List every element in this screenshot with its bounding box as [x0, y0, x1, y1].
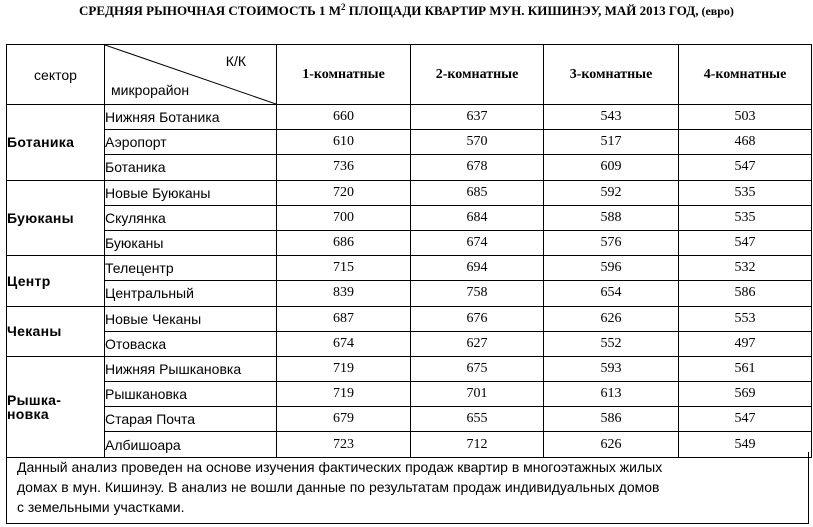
value-cell: 561 [679, 356, 812, 381]
value-cell: 715 [277, 256, 411, 281]
value-cell: 532 [679, 256, 812, 281]
value-cell: 570 [411, 130, 544, 155]
value-cell: 674 [411, 230, 544, 255]
column-header-2room: 2-комнатные [411, 45, 544, 105]
value-cell: 712 [411, 432, 544, 457]
sector-cell-center: Центр [7, 256, 105, 306]
column-header-4room: 4-комнатные [679, 45, 812, 105]
value-cell: 675 [411, 356, 544, 381]
value-cell: 497 [679, 331, 812, 356]
value-cell: 588 [544, 205, 679, 230]
footnote-line: домах в мун. Кишинэу. В анализ не вошли данные по результатам продаж индивидуальных домов [17, 479, 660, 495]
microdistrict-cell: Скулянка [105, 205, 277, 230]
table-row [7, 407, 812, 432]
microdistrict-cell: Центральный [105, 281, 277, 306]
sector-name-line2: новка [7, 405, 49, 422]
table-row [7, 130, 812, 155]
value-cell: 679 [277, 407, 411, 432]
value-cell: 517 [544, 130, 679, 155]
footnote-line: Данный анализ проведен на основе изучения фактических продаж квартир в многоэтажных жилых [17, 459, 663, 475]
value-cell: 535 [679, 205, 812, 230]
value-cell: 687 [277, 306, 411, 331]
sector-cell-buiucani: Буюканы [7, 180, 105, 256]
value-cell: 543 [544, 105, 679, 130]
microdistrict-cell: Телецентр [105, 256, 277, 281]
value-cell: 468 [679, 130, 812, 155]
value-cell: 723 [277, 432, 411, 457]
table-row [7, 230, 812, 255]
microdistrict-cell: Албишоара [105, 432, 277, 457]
value-cell: 678 [411, 155, 544, 180]
value-cell: 609 [544, 155, 679, 180]
value-cell: 654 [544, 281, 679, 306]
value-cell: 627 [411, 331, 544, 356]
value-cell: 547 [679, 407, 812, 432]
table-row [7, 205, 812, 230]
title-rest-text: ПЛОЩАДИ КВАРТИР МУН. КИШИНЭУ, МАЙ 2013 ГОД, [345, 3, 699, 18]
value-cell: 552 [544, 331, 679, 356]
value-cell: 694 [411, 256, 544, 281]
table-row [7, 105, 812, 130]
value-cell: 674 [277, 331, 411, 356]
page-title [0, 2, 813, 19]
footnote-line: с земельными участками. [17, 499, 185, 515]
microdistrict-cell: Новые Чеканы [105, 306, 277, 331]
value-cell: 719 [277, 382, 411, 407]
price-table [6, 44, 812, 458]
table-row [7, 256, 812, 281]
table-row [7, 382, 812, 407]
table-row [7, 281, 812, 306]
microdistrict-cell: Новые Буюканы [105, 180, 277, 205]
microdistrict-cell: Ботаника [105, 155, 277, 180]
value-cell: 547 [679, 155, 812, 180]
value-cell: 553 [679, 306, 812, 331]
value-cell: 626 [544, 432, 679, 457]
microdistrict-cell: Нижняя Ботаника [105, 105, 277, 130]
value-cell: 586 [544, 407, 679, 432]
value-cell: 736 [277, 155, 411, 180]
value-cell: 720 [277, 180, 411, 205]
title-unit: (евро) [698, 4, 734, 18]
value-cell: 576 [544, 230, 679, 255]
value-cell: 626 [544, 306, 679, 331]
sector-cell-riscani [7, 356, 105, 457]
rooms-header-label: К/К [225, 53, 246, 69]
value-cell: 549 [679, 432, 812, 457]
value-cell: 586 [679, 281, 812, 306]
sector-header: сектор [7, 45, 105, 105]
sector-cell-ciocana: Чеканы [7, 306, 105, 356]
value-cell: 684 [411, 205, 544, 230]
column-header-1room: 1-комнатные [277, 45, 411, 105]
value-cell: 596 [544, 256, 679, 281]
microdistrict-cell: Отоваска [105, 331, 277, 356]
column-header-3room: 3-комнатные [544, 45, 679, 105]
table-row [7, 155, 812, 180]
value-cell: 655 [411, 407, 544, 432]
title-superscript: 2 [341, 2, 346, 12]
value-cell: 569 [679, 382, 812, 407]
title-main-text: СРЕДНЯЯ РЫНОЧНАЯ СТОИМОСТЬ 1 М [79, 3, 341, 18]
value-cell: 535 [679, 180, 812, 205]
value-cell: 839 [277, 281, 411, 306]
value-cell: 593 [544, 356, 679, 381]
value-cell: 700 [277, 205, 411, 230]
footnote-box [6, 452, 809, 524]
table-row [7, 331, 812, 356]
microdistrict-cell: Старая Почта [105, 407, 277, 432]
table-row [7, 180, 812, 205]
microdistrict-cell: Аэропорт [105, 130, 277, 155]
diagonal-header-cell [105, 45, 277, 105]
table-row [7, 356, 812, 381]
value-cell: 676 [411, 306, 544, 331]
value-cell: 701 [411, 382, 544, 407]
microdistrict-cell: Буюканы [105, 230, 277, 255]
table-row [7, 306, 812, 331]
microdistrict-cell: Рышкановка [105, 382, 277, 407]
microdistrict-cell: Нижняя Рышкановка [105, 356, 277, 381]
value-cell: 686 [277, 230, 411, 255]
value-cell: 719 [277, 356, 411, 381]
value-cell: 547 [679, 230, 812, 255]
value-cell: 637 [411, 105, 544, 130]
sector-cell-botanica: Ботаника [7, 105, 105, 181]
value-cell: 610 [277, 130, 411, 155]
value-cell: 758 [411, 281, 544, 306]
value-cell: 613 [544, 382, 679, 407]
value-cell: 660 [277, 105, 411, 130]
sector-name-line1: Рышка- [7, 391, 62, 408]
value-cell: 685 [411, 180, 544, 205]
table-header-row [7, 45, 812, 105]
value-cell: 503 [679, 105, 812, 130]
value-cell: 592 [544, 180, 679, 205]
microdistrict-header-label: микрорайон [111, 82, 190, 98]
